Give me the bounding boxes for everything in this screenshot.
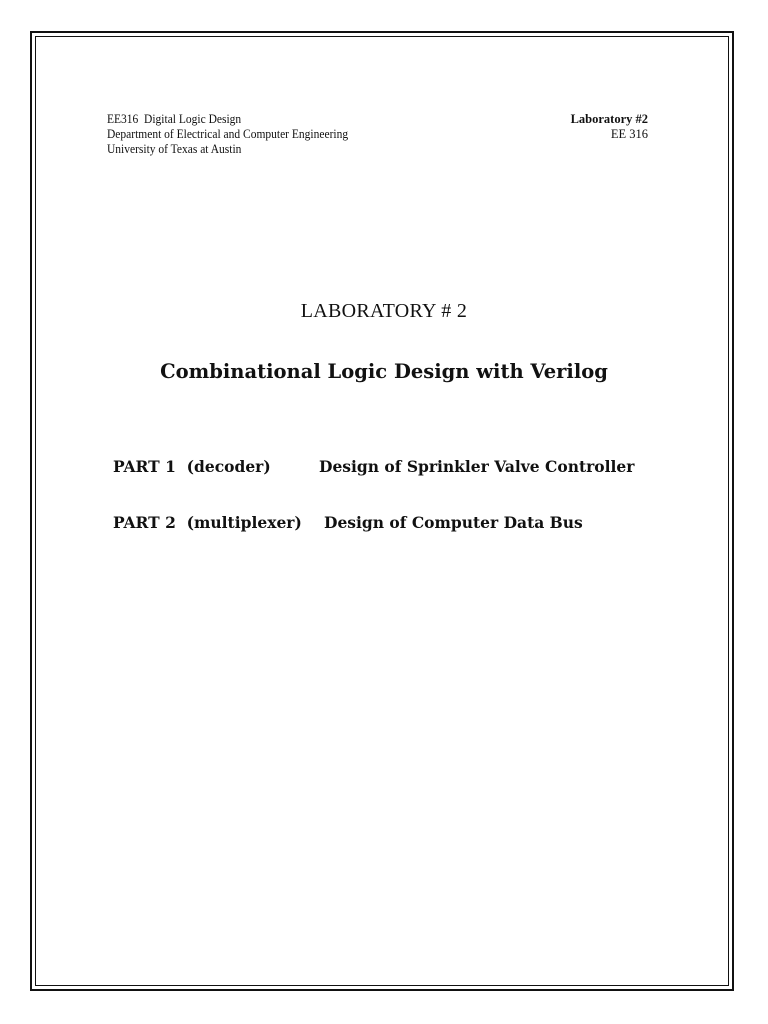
course-info bbox=[107, 112, 348, 157]
lab-heading: LABORATORY # 2 bbox=[300, 300, 468, 322]
page-border-inner bbox=[35, 36, 729, 986]
part-label: PART 2 (multiplexer) bbox=[113, 513, 302, 532]
course-name: EE316 Digital Logic Design bbox=[107, 112, 242, 126]
part-description: Design of Sprinkler Valve Controller bbox=[319, 457, 635, 476]
university-name: University of Texas at Austin bbox=[107, 142, 242, 156]
lab-id: Laboratory #2 bbox=[570, 112, 648, 126]
page-title: Combinational Logic Design with Verilog bbox=[160, 360, 608, 383]
part-label: PART 1 (decoder) bbox=[113, 457, 271, 476]
department-name: Department of Electrical and Computer Engineering bbox=[107, 127, 349, 141]
course-code: EE 316 bbox=[610, 127, 648, 141]
part-row-2 bbox=[113, 513, 673, 532]
lab-info bbox=[571, 112, 648, 142]
part-row-1 bbox=[113, 457, 673, 476]
part-description: Design of Computer Data Bus bbox=[324, 513, 583, 532]
